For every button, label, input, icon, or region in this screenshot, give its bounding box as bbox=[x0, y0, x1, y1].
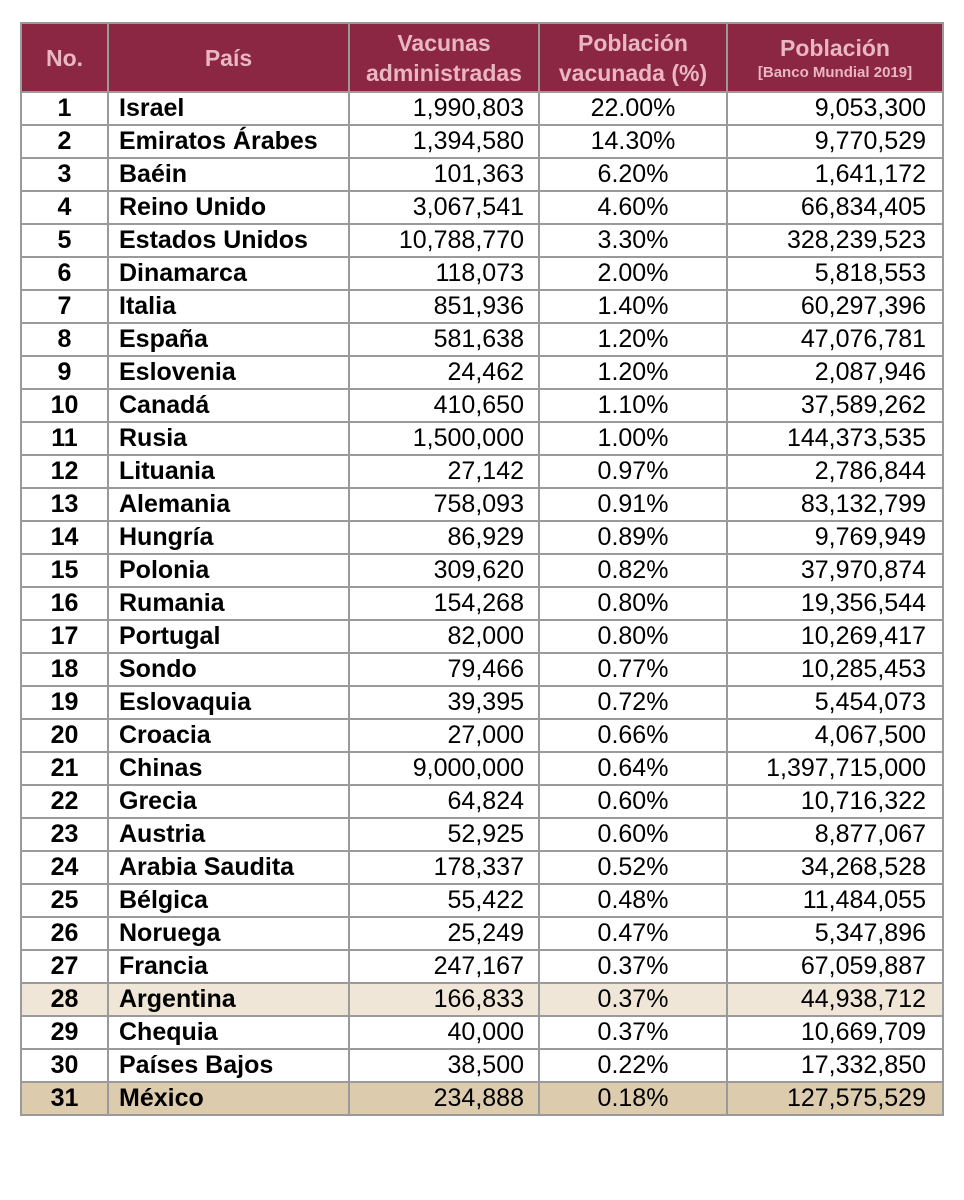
cell-pais: Austria bbox=[108, 818, 349, 851]
cell-poblacion: 5,818,553 bbox=[727, 257, 943, 290]
table-row bbox=[21, 521, 943, 554]
cell-pais: Rumania bbox=[108, 587, 349, 620]
header-poblacion-vacunada-line2: vacunada (%) bbox=[558, 59, 708, 86]
cell-poblacion: 9,053,300 bbox=[727, 92, 943, 125]
cell-porcentaje: 0.22% bbox=[539, 1049, 727, 1082]
cell-poblacion: 34,268,528 bbox=[727, 851, 943, 884]
cell-porcentaje: 0.89% bbox=[539, 521, 727, 554]
cell-no: 15 bbox=[21, 554, 108, 587]
cell-poblacion: 4,067,500 bbox=[727, 719, 943, 752]
cell-vacunas: 25,249 bbox=[349, 917, 539, 950]
cell-poblacion: 44,938,712 bbox=[727, 983, 943, 1016]
cell-poblacion: 11,484,055 bbox=[727, 884, 943, 917]
cell-porcentaje: 22.00% bbox=[539, 92, 727, 125]
table-row bbox=[21, 620, 943, 653]
cell-no: 6 bbox=[21, 257, 108, 290]
cell-pais: Italia bbox=[108, 290, 349, 323]
cell-vacunas: 10,788,770 bbox=[349, 224, 539, 257]
cell-porcentaje: 0.97% bbox=[539, 455, 727, 488]
table-row bbox=[21, 917, 943, 950]
table-row bbox=[21, 785, 943, 818]
cell-porcentaje: 0.80% bbox=[539, 587, 727, 620]
cell-porcentaje: 6.20% bbox=[539, 158, 727, 191]
cell-vacunas: 82,000 bbox=[349, 620, 539, 653]
cell-vacunas: 27,000 bbox=[349, 719, 539, 752]
cell-no: 23 bbox=[21, 818, 108, 851]
cell-no: 5 bbox=[21, 224, 108, 257]
cell-porcentaje: 2.00% bbox=[539, 257, 727, 290]
cell-vacunas: 178,337 bbox=[349, 851, 539, 884]
cell-no: 31 bbox=[21, 1082, 108, 1115]
table-row bbox=[21, 356, 943, 389]
cell-porcentaje: 1.00% bbox=[539, 422, 727, 455]
cell-vacunas: 27,142 bbox=[349, 455, 539, 488]
table-row bbox=[21, 587, 943, 620]
cell-pais: Hungría bbox=[108, 521, 349, 554]
cell-no: 30 bbox=[21, 1049, 108, 1082]
cell-no: 17 bbox=[21, 620, 108, 653]
cell-pais: Emiratos Árabes bbox=[108, 125, 349, 158]
cell-porcentaje: 0.18% bbox=[539, 1082, 727, 1115]
table-row bbox=[21, 950, 943, 983]
cell-porcentaje: 0.64% bbox=[539, 752, 727, 785]
cell-no: 12 bbox=[21, 455, 108, 488]
cell-porcentaje: 0.72% bbox=[539, 686, 727, 719]
cell-poblacion: 60,297,396 bbox=[727, 290, 943, 323]
cell-pais: Bélgica bbox=[108, 884, 349, 917]
header-no: No. bbox=[21, 23, 108, 92]
vaccination-table bbox=[20, 22, 944, 1116]
cell-poblacion: 10,669,709 bbox=[727, 1016, 943, 1049]
cell-pais: Reino Unido bbox=[108, 191, 349, 224]
table-row bbox=[21, 653, 943, 686]
cell-porcentaje: 1.40% bbox=[539, 290, 727, 323]
table-row bbox=[21, 389, 943, 422]
cell-pais: Alemania bbox=[108, 488, 349, 521]
cell-poblacion: 5,347,896 bbox=[727, 917, 943, 950]
cell-no: 11 bbox=[21, 422, 108, 455]
cell-poblacion: 10,716,322 bbox=[727, 785, 943, 818]
cell-vacunas: 9,000,000 bbox=[349, 752, 539, 785]
header-poblacion-vacunada bbox=[539, 23, 727, 92]
cell-poblacion: 19,356,544 bbox=[727, 587, 943, 620]
cell-no: 1 bbox=[21, 92, 108, 125]
cell-vacunas: 410,650 bbox=[349, 389, 539, 422]
cell-porcentaje: 0.37% bbox=[539, 983, 727, 1016]
cell-poblacion: 1,397,715,000 bbox=[727, 752, 943, 785]
cell-vacunas: 1,500,000 bbox=[349, 422, 539, 455]
cell-porcentaje: 0.37% bbox=[539, 1016, 727, 1049]
table-row bbox=[21, 1049, 943, 1082]
header-vacunas-line1: Vacunas bbox=[397, 29, 491, 56]
cell-poblacion: 2,786,844 bbox=[727, 455, 943, 488]
cell-no: 28 bbox=[21, 983, 108, 1016]
cell-no: 19 bbox=[21, 686, 108, 719]
cell-poblacion: 10,285,453 bbox=[727, 653, 943, 686]
header-poblacion-vacunada-line1: Población bbox=[578, 29, 688, 56]
cell-porcentaje: 1.20% bbox=[539, 356, 727, 389]
cell-pais: Chinas bbox=[108, 752, 349, 785]
cell-vacunas: 118,073 bbox=[349, 257, 539, 290]
cell-pais: Estados Unidos bbox=[108, 224, 349, 257]
vaccination-table-container bbox=[20, 22, 944, 1116]
header-poblacion-line1: Población bbox=[780, 34, 890, 61]
cell-pais: Noruega bbox=[108, 917, 349, 950]
cell-porcentaje: 0.66% bbox=[539, 719, 727, 752]
cell-no: 9 bbox=[21, 356, 108, 389]
cell-vacunas: 234,888 bbox=[349, 1082, 539, 1115]
cell-vacunas: 55,422 bbox=[349, 884, 539, 917]
cell-poblacion: 1,641,172 bbox=[727, 158, 943, 191]
cell-no: 8 bbox=[21, 323, 108, 356]
cell-vacunas: 1,394,580 bbox=[349, 125, 539, 158]
table-row bbox=[21, 983, 943, 1016]
cell-no: 29 bbox=[21, 1016, 108, 1049]
header-poblacion bbox=[727, 23, 943, 92]
table-row bbox=[21, 1016, 943, 1049]
table-row bbox=[21, 554, 943, 587]
table-row bbox=[21, 290, 943, 323]
header-pais: País bbox=[108, 23, 349, 92]
cell-vacunas: 166,833 bbox=[349, 983, 539, 1016]
table-row bbox=[21, 488, 943, 521]
cell-pais: Baéin bbox=[108, 158, 349, 191]
cell-pais: España bbox=[108, 323, 349, 356]
cell-vacunas: 64,824 bbox=[349, 785, 539, 818]
cell-no: 21 bbox=[21, 752, 108, 785]
header-poblacion-source: [Banco Mundial 2019] bbox=[757, 63, 913, 81]
table-row bbox=[21, 818, 943, 851]
cell-pais: Croacia bbox=[108, 719, 349, 752]
cell-poblacion: 9,770,529 bbox=[727, 125, 943, 158]
cell-pais: Polonia bbox=[108, 554, 349, 587]
cell-no: 10 bbox=[21, 389, 108, 422]
cell-vacunas: 40,000 bbox=[349, 1016, 539, 1049]
header-vacunas bbox=[349, 23, 539, 92]
table-row bbox=[21, 191, 943, 224]
table-row bbox=[21, 455, 943, 488]
cell-pais: Arabia Saudita bbox=[108, 851, 349, 884]
cell-poblacion: 83,132,799 bbox=[727, 488, 943, 521]
table-row bbox=[21, 158, 943, 191]
cell-poblacion: 66,834,405 bbox=[727, 191, 943, 224]
cell-poblacion: 47,076,781 bbox=[727, 323, 943, 356]
cell-porcentaje: 0.37% bbox=[539, 950, 727, 983]
cell-vacunas: 38,500 bbox=[349, 1049, 539, 1082]
cell-vacunas: 758,093 bbox=[349, 488, 539, 521]
cell-no: 24 bbox=[21, 851, 108, 884]
cell-porcentaje: 14.30% bbox=[539, 125, 727, 158]
cell-porcentaje: 0.47% bbox=[539, 917, 727, 950]
cell-no: 13 bbox=[21, 488, 108, 521]
cell-no: 18 bbox=[21, 653, 108, 686]
cell-pais: Canadá bbox=[108, 389, 349, 422]
cell-vacunas: 86,929 bbox=[349, 521, 539, 554]
cell-poblacion: 9,769,949 bbox=[727, 521, 943, 554]
cell-vacunas: 101,363 bbox=[349, 158, 539, 191]
cell-porcentaje: 1.10% bbox=[539, 389, 727, 422]
cell-porcentaje: 4.60% bbox=[539, 191, 727, 224]
cell-no: 3 bbox=[21, 158, 108, 191]
cell-pais: México bbox=[108, 1082, 349, 1115]
cell-no: 2 bbox=[21, 125, 108, 158]
header-vacunas-line2: administradas bbox=[366, 59, 522, 86]
table-row bbox=[21, 884, 943, 917]
cell-poblacion: 67,059,887 bbox=[727, 950, 943, 983]
table-row bbox=[21, 323, 943, 356]
cell-poblacion: 10,269,417 bbox=[727, 620, 943, 653]
cell-poblacion: 37,970,874 bbox=[727, 554, 943, 587]
cell-no: 14 bbox=[21, 521, 108, 554]
table-row bbox=[21, 1082, 943, 1115]
cell-porcentaje: 3.30% bbox=[539, 224, 727, 257]
cell-pais: Rusia bbox=[108, 422, 349, 455]
table-row bbox=[21, 851, 943, 884]
cell-no: 22 bbox=[21, 785, 108, 818]
table-row bbox=[21, 257, 943, 290]
table-row bbox=[21, 92, 943, 125]
cell-porcentaje: 0.91% bbox=[539, 488, 727, 521]
cell-vacunas: 154,268 bbox=[349, 587, 539, 620]
cell-poblacion: 8,877,067 bbox=[727, 818, 943, 851]
table-row bbox=[21, 719, 943, 752]
cell-vacunas: 1,990,803 bbox=[349, 92, 539, 125]
table-row bbox=[21, 422, 943, 455]
cell-no: 26 bbox=[21, 917, 108, 950]
cell-pais: Dinamarca bbox=[108, 257, 349, 290]
cell-porcentaje: 1.20% bbox=[539, 323, 727, 356]
cell-poblacion: 17,332,850 bbox=[727, 1049, 943, 1082]
cell-poblacion: 328,239,523 bbox=[727, 224, 943, 257]
cell-pais: Eslovenia bbox=[108, 356, 349, 389]
cell-poblacion: 2,087,946 bbox=[727, 356, 943, 389]
cell-porcentaje: 0.82% bbox=[539, 554, 727, 587]
table-header bbox=[21, 23, 943, 92]
cell-no: 20 bbox=[21, 719, 108, 752]
cell-no: 16 bbox=[21, 587, 108, 620]
cell-poblacion: 37,589,262 bbox=[727, 389, 943, 422]
cell-pais: Portugal bbox=[108, 620, 349, 653]
cell-vacunas: 247,167 bbox=[349, 950, 539, 983]
cell-pais: Grecia bbox=[108, 785, 349, 818]
table-row bbox=[21, 125, 943, 158]
cell-porcentaje: 0.60% bbox=[539, 785, 727, 818]
cell-vacunas: 39,395 bbox=[349, 686, 539, 719]
table-row bbox=[21, 686, 943, 719]
cell-vacunas: 581,638 bbox=[349, 323, 539, 356]
cell-poblacion: 144,373,535 bbox=[727, 422, 943, 455]
cell-pais: Chequia bbox=[108, 1016, 349, 1049]
cell-poblacion: 5,454,073 bbox=[727, 686, 943, 719]
cell-pais: Países Bajos bbox=[108, 1049, 349, 1082]
header-row bbox=[21, 23, 943, 92]
cell-no: 25 bbox=[21, 884, 108, 917]
cell-poblacion: 127,575,529 bbox=[727, 1082, 943, 1115]
cell-vacunas: 851,936 bbox=[349, 290, 539, 323]
table-body bbox=[21, 92, 943, 1115]
cell-pais: Francia bbox=[108, 950, 349, 983]
cell-vacunas: 24,462 bbox=[349, 356, 539, 389]
cell-no: 7 bbox=[21, 290, 108, 323]
cell-no: 4 bbox=[21, 191, 108, 224]
cell-pais: Argentina bbox=[108, 983, 349, 1016]
cell-porcentaje: 0.80% bbox=[539, 620, 727, 653]
cell-pais: Israel bbox=[108, 92, 349, 125]
cell-vacunas: 79,466 bbox=[349, 653, 539, 686]
cell-porcentaje: 0.52% bbox=[539, 851, 727, 884]
cell-pais: Lituania bbox=[108, 455, 349, 488]
cell-no: 27 bbox=[21, 950, 108, 983]
cell-vacunas: 309,620 bbox=[349, 554, 539, 587]
cell-vacunas: 3,067,541 bbox=[349, 191, 539, 224]
cell-porcentaje: 0.60% bbox=[539, 818, 727, 851]
cell-porcentaje: 0.48% bbox=[539, 884, 727, 917]
cell-pais: Sondo bbox=[108, 653, 349, 686]
table-row bbox=[21, 224, 943, 257]
cell-pais: Eslovaquia bbox=[108, 686, 349, 719]
table-row bbox=[21, 752, 943, 785]
cell-porcentaje: 0.77% bbox=[539, 653, 727, 686]
cell-vacunas: 52,925 bbox=[349, 818, 539, 851]
